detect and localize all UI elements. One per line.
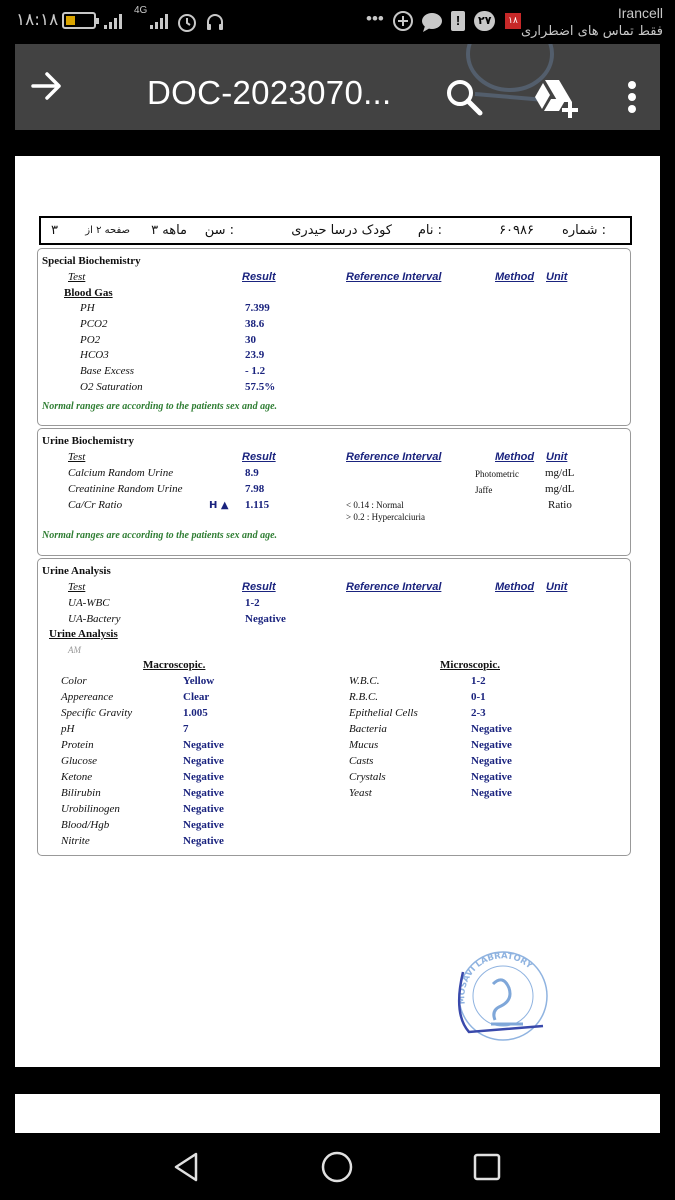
test-name: PH — [80, 302, 95, 314]
test-result: 7.399 — [245, 302, 270, 314]
add-to-drive-icon[interactable] — [532, 78, 578, 118]
test-result: 8.9 — [245, 467, 259, 479]
micro-value: 1-2 — [471, 675, 486, 687]
col-unit: Unit — [546, 271, 568, 283]
test-result: 23.9 — [245, 349, 265, 361]
macro-label: Specific Gravity — [61, 707, 133, 719]
col-unit: Unit — [546, 581, 568, 593]
high-flag: H ▲ — [209, 500, 229, 511]
test-name: Calcium Random Urine — [68, 467, 174, 479]
macro-label: Nitrite — [61, 835, 90, 847]
subsection-note: AM — [68, 645, 81, 655]
test-name: O2 Saturation — [80, 381, 143, 393]
macro-value: Negative — [183, 771, 224, 783]
macro-label: Appereance — [61, 691, 114, 703]
test-result: 1.115 — [245, 499, 270, 511]
macro-value: Negative — [183, 819, 224, 831]
alert-icon: ! — [451, 11, 465, 31]
app-toolbar — [15, 44, 660, 130]
micro-label: Mucus — [349, 739, 379, 751]
macro-label: Blood/Hgb — [61, 819, 110, 831]
urine-analysis-panel — [37, 558, 631, 856]
normal-range-note: Normal ranges are according to the patients sex and age. — [42, 530, 278, 541]
macro-label: Urobilinogen — [61, 803, 120, 815]
test-name: PCO2 — [80, 318, 108, 330]
micro-label: Crystals — [349, 771, 386, 783]
micro-label: W.B.C. — [349, 675, 380, 687]
carrier-name: Irancell — [617, 5, 663, 21]
test-name: Creatinine Random Urine — [68, 483, 183, 495]
test-name: HCO3 — [80, 349, 109, 361]
test-unit: mg/dL — [545, 467, 575, 479]
normal-range-note: Normal ranges are according to the patients sex and age. — [42, 401, 278, 412]
emergency-calls-text: فقط تماس های اضطراری — [520, 24, 663, 39]
name-label: نام : — [417, 223, 442, 238]
urine-biochemistry-panel — [37, 428, 631, 556]
number-label: شماره : — [562, 223, 606, 238]
micro-label: Epithelial Cells — [349, 707, 418, 719]
age-label: سن : — [204, 223, 234, 238]
macro-value: Yellow — [183, 675, 215, 687]
test-result: 7.98 — [245, 483, 265, 495]
battery-icon — [62, 12, 96, 29]
col-method: Method — [495, 451, 535, 463]
number-value: ۶۰۹۸۶ — [499, 223, 534, 238]
col-result: Result — [242, 581, 276, 593]
test-unit: mg/dL — [545, 483, 575, 495]
section-title: Special Biochemistry — [42, 255, 141, 267]
col-reference: Reference Interval — [346, 581, 442, 593]
macro-value: Negative — [183, 739, 224, 751]
network-label: 4G — [134, 5, 148, 16]
status-bar — [0, 0, 675, 44]
macro-value: 1.005 — [183, 707, 208, 719]
col-test: Test — [68, 271, 86, 283]
micro-label: Bacteria — [349, 723, 387, 735]
micro-label: Casts — [349, 755, 374, 767]
back-nav-icon[interactable] — [170, 1150, 204, 1184]
more-options-icon[interactable] — [623, 80, 641, 120]
macro-label: Ketone — [61, 771, 93, 783]
back-arrow-icon[interactable] — [29, 68, 65, 104]
test-name: Base Excess — [80, 365, 135, 377]
chat-icon — [420, 11, 444, 33]
section-title: Urine Analysis — [42, 565, 111, 577]
microscopic-title: Microscopic. — [440, 659, 500, 671]
patient-header — [39, 216, 632, 245]
search-icon[interactable] — [445, 78, 485, 118]
macro-label: Protein — [61, 739, 94, 751]
app-notification-icon: ۱۸ — [505, 13, 521, 29]
test-method: Jaffe — [475, 485, 493, 495]
col-unit: Unit — [546, 451, 568, 463]
test-result: 1-2 — [245, 597, 260, 609]
document-page — [15, 156, 660, 1067]
next-document-page — [15, 1094, 660, 1133]
signal-icon — [104, 13, 122, 29]
test-result: 57.5% — [245, 381, 276, 393]
macroscopic-title: Macroscopic. — [143, 659, 206, 671]
col-test: Test — [68, 451, 86, 463]
laboratory-stamp — [443, 944, 557, 1044]
reference-high: > 0.2 : Hypercalciuria — [346, 512, 426, 522]
age-value: ۳ ماهه — [151, 223, 187, 238]
home-nav-icon[interactable] — [320, 1150, 354, 1184]
micro-value: 2-3 — [471, 707, 486, 719]
document-title: DOC-2023070... — [147, 74, 392, 111]
macro-label: Color — [61, 675, 87, 687]
col-test: Test — [68, 581, 86, 593]
clock: ۱۸:۱۸ — [16, 10, 59, 30]
section-title: Urine Biochemistry — [42, 435, 134, 447]
micro-label: Yeast — [349, 787, 372, 799]
micro-value: Negative — [471, 739, 512, 751]
test-result: 38.6 — [245, 318, 265, 330]
macro-label: pH — [61, 723, 75, 735]
reference-normal: < 0.14 : Normal — [346, 500, 404, 510]
headset-icon — [204, 11, 226, 33]
more-notifications-icon: ••• — [366, 9, 384, 28]
test-result: 30 — [245, 334, 256, 346]
alarm-icon — [176, 11, 198, 33]
page-count: ۳ — [51, 223, 58, 238]
macro-value: 7 — [183, 723, 189, 735]
col-method: Method — [495, 581, 535, 593]
micro-value: Negative — [471, 723, 512, 735]
navigation-bar — [0, 1133, 675, 1200]
micro-value: 0-1 — [471, 691, 486, 703]
col-reference: Reference Interval — [346, 451, 442, 463]
test-result: - 1.2 — [245, 365, 266, 377]
document-viewer[interactable] — [15, 130, 660, 1133]
micro-value: Negative — [471, 755, 512, 767]
stamp-text: MOSAVI LABRATORY — [457, 951, 535, 1005]
test-result: Negative — [245, 613, 286, 625]
col-result: Result — [242, 271, 276, 283]
macro-label: Bilirubin — [61, 787, 101, 799]
macro-value: Negative — [183, 755, 224, 767]
micro-label: R.B.C. — [349, 691, 379, 703]
test-name: Ca/Cr Ratio — [68, 499, 123, 511]
col-method: Method — [495, 271, 535, 283]
subsection-title: Urine Analysis — [49, 628, 118, 640]
page-label: صفحه ۲ از — [85, 225, 130, 236]
notification-badge: ۲۷ — [474, 11, 495, 31]
macro-value: Negative — [183, 835, 224, 847]
test-unit: Ratio — [548, 499, 572, 511]
macro-value: Clear — [183, 691, 210, 703]
macro-value: Negative — [183, 803, 224, 815]
recents-nav-icon[interactable] — [470, 1150, 504, 1184]
macro-label: Glucose — [61, 755, 98, 767]
test-name: UA-WBC — [68, 597, 110, 609]
col-result: Result — [242, 451, 276, 463]
macro-value: Negative — [183, 787, 224, 799]
signal-icon-2 — [150, 13, 168, 29]
micro-value: Negative — [471, 787, 512, 799]
micro-value: Negative — [471, 771, 512, 783]
col-reference: Reference Interval — [346, 271, 442, 283]
test-name: UA-Bactery — [68, 613, 121, 625]
test-name: PO2 — [80, 334, 101, 346]
subsection-title: Blood Gas — [64, 287, 113, 299]
special-biochemistry-panel — [37, 248, 631, 426]
patient-name: کودک درسا حیدری — [291, 223, 392, 238]
add-circle-icon — [392, 10, 414, 32]
test-method: Photometric — [475, 469, 519, 479]
